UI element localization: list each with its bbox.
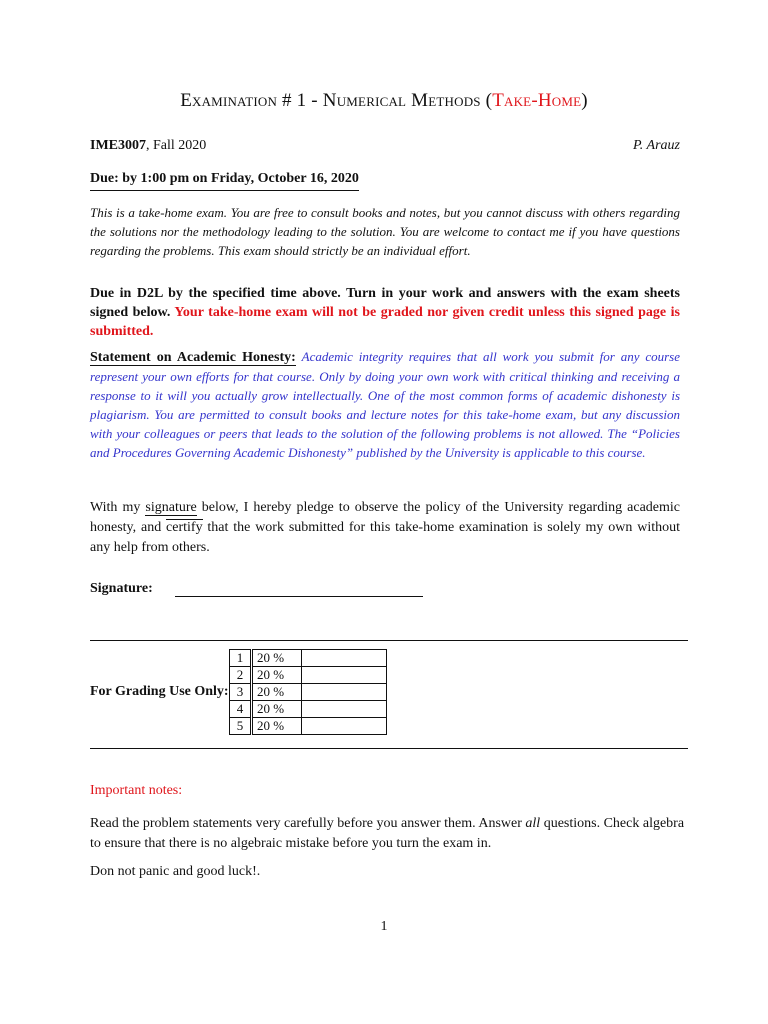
table-row [230,701,387,718]
intro-paragraph: This is a take-home exam. You are free to consult books and notes, but you cannot discuss with others regarding the solutions nor the methodology leading to the solution. You are welcome to contact me if you have questions regarding the problems. This exam should strictly be an individual effort. [90,205,680,258]
pledge-text-2: below, I hereby pledge to observe the policy of the University regarding academic honesty, and [90,500,680,535]
course-row [90,138,680,154]
instructor-name: P. Arauz [633,138,680,153]
table-row [230,650,387,667]
grading-bottom-rule [90,748,688,749]
pledge-text-1: With my [90,500,146,515]
problem-number: 5 [230,718,252,735]
score-cell[interactable] [302,701,387,718]
problem-number: 2 [230,667,252,684]
pledge-certify-word: certify [166,520,203,535]
score-cell[interactable] [302,650,387,667]
problem-number: 1 [230,650,252,667]
score-cell[interactable] [302,667,387,684]
course-term: , Fall 2020 [146,138,207,153]
grading-top-rule [90,640,688,641]
score-cell[interactable] [302,684,387,701]
problem-weight: 20 % [252,718,302,735]
signature-label: Signature: [90,581,153,596]
notes-text-2: questions. Check algebra to ensure that there is no algebraic mistake before you turn the exam in. [90,816,685,851]
important-notes-text [90,814,690,854]
honesty-label: Statement on Academic Honesty: [90,350,296,365]
title-take-home: Take-Home [492,90,582,111]
score-cell[interactable] [302,718,387,735]
page-number: 1 [380,919,388,934]
notes-all-word: all [525,816,541,831]
table-row [230,667,387,684]
pledge-signature-word: signature [145,500,197,515]
problem-weight: 20 % [252,650,302,667]
exam-title [0,90,768,112]
table-row [230,684,387,701]
course-code: IME3007 [90,138,146,153]
d2l-instructions [90,284,680,341]
honesty-text: Academic integrity requires that all work you submit for any course represent your own efforts for that course. Only by doing your own work with critical thinking and receiving a response to it will you actually grow intellectually. One of the most common forms of academic dishonesty is plagiarism. You are permitted to consult books and lecture notes for this take-home exam, but any discussion with your colleagues or peers that leads to the solution of the following problems is not allowed. The “Policies and Procedures Governing Academic Dishonesty” published by the University is applicable to this course. [90,349,680,460]
good-luck-line: Don not panic and good luck!. [90,864,261,879]
problem-weight: 20 % [252,684,302,701]
table-row [230,718,387,735]
problem-weight: 20 % [252,667,302,684]
academic-honesty-statement [90,347,680,462]
d2l-warning: Your take-home exam will not be graded nor given credit unless this signed page is submitted. [90,305,680,339]
problem-number: 4 [230,701,252,718]
grading-label: For Grading Use Only: [90,684,229,699]
grading-table [229,649,387,735]
problem-number: 3 [230,684,252,701]
d2l-text: Due in D2L by the specified time above. Turn in your work and answers with the exam sheets signed below. [90,286,680,320]
problem-weight: 20 % [252,701,302,718]
signature-line[interactable] [175,596,423,597]
course-info [90,138,206,154]
important-notes-label: Important notes: [90,783,183,798]
pledge-paragraph [90,498,680,558]
notes-text-1: Read the problem statements very carefully before you answer them. Answer [90,816,526,831]
due-date: Due: by 1:00 pm on Friday, October 16, 2020 [90,171,359,191]
pledge-text-3: that the work submitted for this take-home examination is solely my own without any help from others. [90,520,681,555]
title-close: ) [581,90,588,111]
title-main: Examination # 1 - Numerical Methods ( [180,90,493,111]
